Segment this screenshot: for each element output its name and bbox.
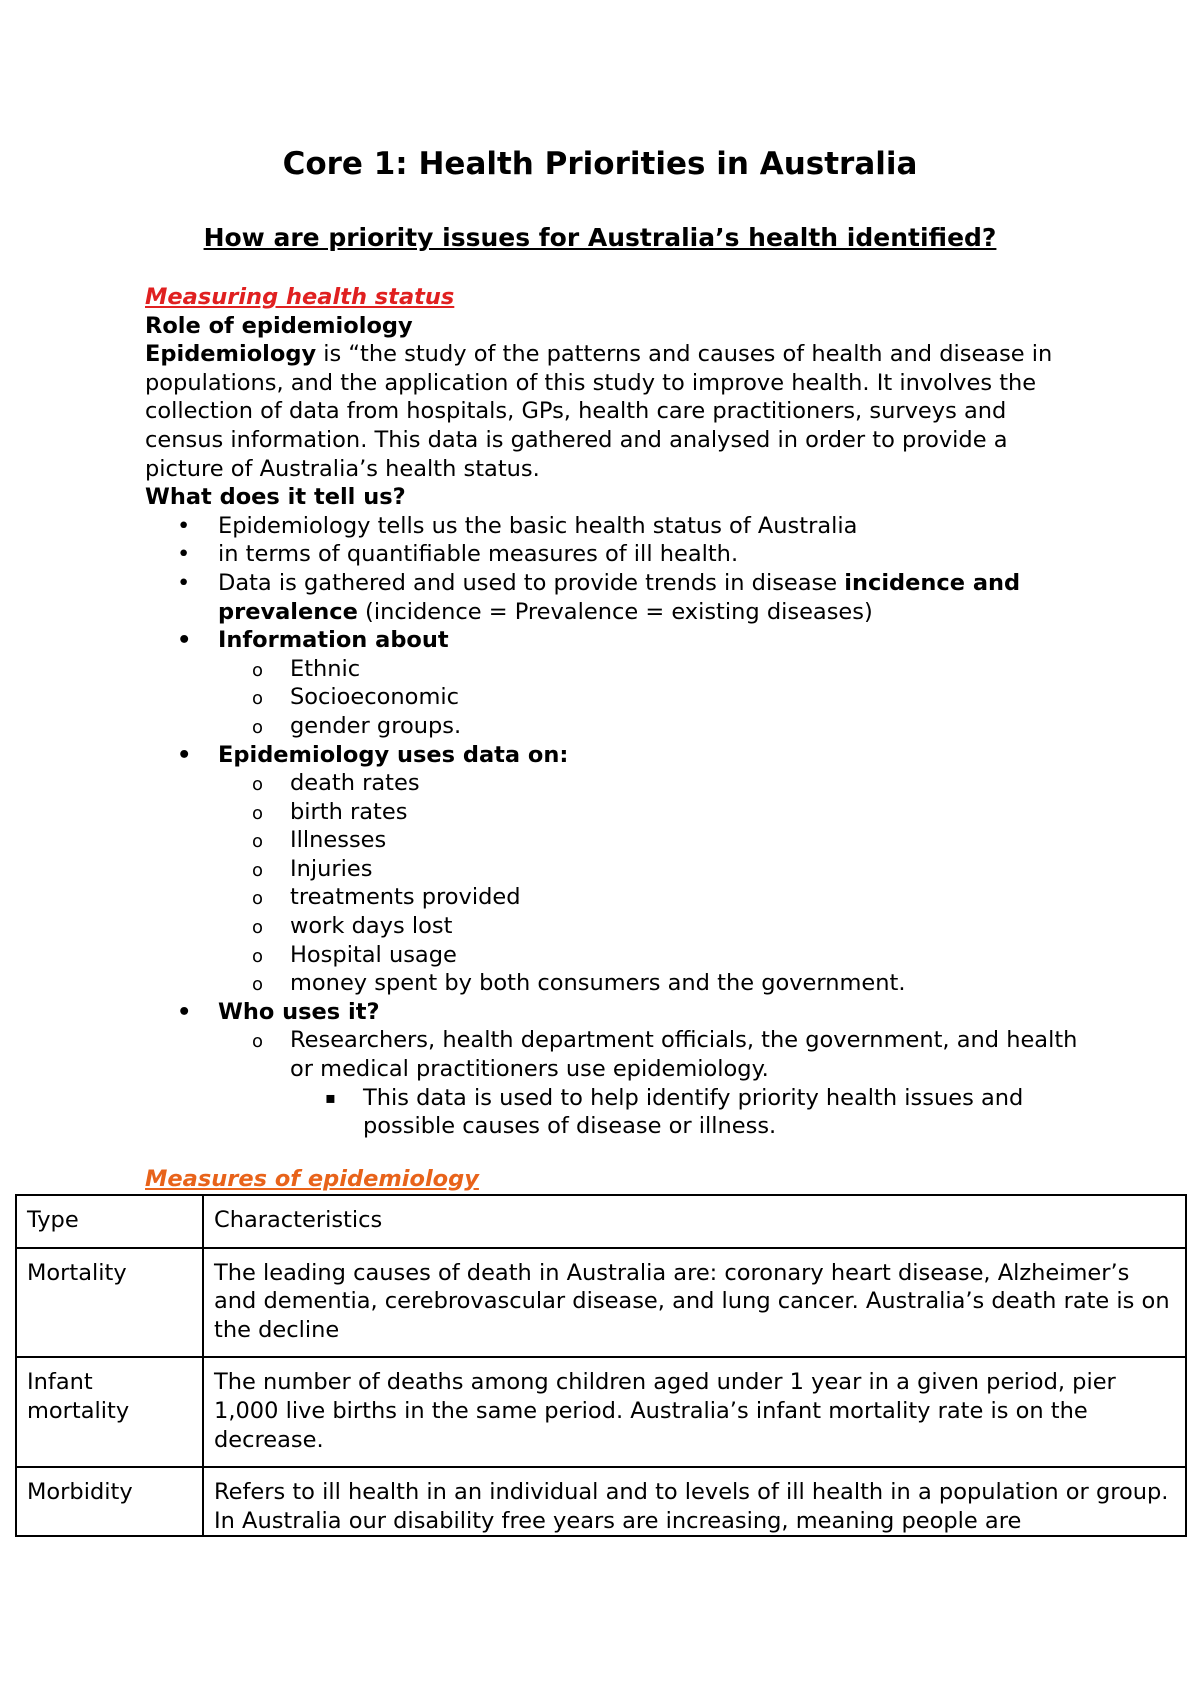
table-bottom-border xyxy=(15,1535,1187,1537)
circle-marker: o xyxy=(252,688,264,710)
list-item-text: treatments provided xyxy=(290,884,521,911)
list-item-text: Epidemiology tells us the basic health status of Australia xyxy=(218,512,858,539)
table-cell-type: Infant mortality xyxy=(16,1357,203,1467)
section-heading: Measuring health status xyxy=(145,284,455,310)
list-item xyxy=(145,998,1085,1027)
sub-list-item xyxy=(145,798,1085,827)
bullet-marker: • xyxy=(177,998,192,1025)
bullet-marker: • xyxy=(177,627,192,654)
bullet-list xyxy=(145,512,1085,1141)
sub-list-item xyxy=(145,1026,1085,1083)
page-title: Core 1: Health Priorities in Australia xyxy=(282,146,918,182)
table-header-row xyxy=(16,1195,1186,1248)
circle-marker: o xyxy=(252,888,264,910)
sub-list-item xyxy=(145,826,1085,855)
list-item xyxy=(145,626,1085,655)
circle-marker: o xyxy=(252,917,264,939)
list-item xyxy=(145,512,1085,541)
page-bottom-margin xyxy=(0,1536,1200,1696)
sub-list-item xyxy=(145,941,1085,970)
circle-marker: o xyxy=(252,774,264,796)
role-heading: Role of epidemiology xyxy=(145,312,413,339)
sub-list-item xyxy=(145,883,1085,912)
table-cell-type: Mortality xyxy=(16,1248,203,1358)
circle-marker: o xyxy=(252,859,264,881)
list-item xyxy=(145,540,1085,569)
list-item-text: death rates xyxy=(290,770,420,797)
body-content xyxy=(145,283,1085,1141)
circle-marker: o xyxy=(252,945,264,967)
list-item-text: Who uses it? xyxy=(218,998,380,1025)
definition-paragraph xyxy=(145,340,1085,483)
list-item-text: Injuries xyxy=(290,855,373,882)
table-row xyxy=(16,1248,1186,1358)
list-item-text: Data is gathered and used to provide trends in disease xyxy=(218,569,845,596)
list-item xyxy=(145,741,1085,770)
bullet-marker: • xyxy=(177,569,191,596)
circle-marker: o xyxy=(252,831,264,853)
table-row xyxy=(16,1357,1186,1467)
page-subtitle: How are priority issues for Australia’s health identified? xyxy=(203,223,997,252)
list-item-text: Illnesses xyxy=(290,827,387,854)
circle-marker: o xyxy=(252,802,264,824)
definition-term: Epidemiology xyxy=(145,341,317,368)
measures-heading: Measures of epidemiology xyxy=(145,1166,479,1192)
sub-list-item xyxy=(145,912,1085,941)
sub-list-item xyxy=(145,769,1085,798)
bullet-marker: • xyxy=(177,741,192,768)
sub-list-item xyxy=(145,969,1085,998)
list-item-text: Researchers, health department officials, the government, and health or medical practitioners use epidemiology. xyxy=(290,1027,1078,1083)
definition-text: is “the study of the patterns and causes of health and disease in populations, and the application of this study to improve health. It involves the collection of data from hospitals, GPs, health care practitioners, surveys and census information. This data is gathered and analysed in order to provide a picture of Australia’s health status. xyxy=(145,341,1053,482)
tell-heading: What does it tell us? xyxy=(145,484,406,511)
circle-marker: o xyxy=(252,716,264,738)
table-header-cell: Characteristics xyxy=(203,1195,1186,1248)
epidemiology-table xyxy=(15,1194,1187,1549)
list-item-text: This data is used to help identify priority health issues and possible causes of disease or illness. xyxy=(363,1084,1024,1140)
square-marker: ▪ xyxy=(325,1087,336,1107)
circle-marker: o xyxy=(252,659,264,681)
list-item-bold: incidence and prevalence xyxy=(218,569,1021,625)
list-item-text: Ethnic xyxy=(290,655,361,682)
list-item-text: Hospital usage xyxy=(290,941,457,968)
circle-marker: o xyxy=(252,1031,264,1053)
table-cell-type: Morbidity xyxy=(16,1467,203,1548)
table-header-cell: Type xyxy=(16,1195,203,1248)
list-item-text: gender groups. xyxy=(290,712,462,739)
table-cell-text: The leading causes of death in Australia are: coronary heart disease, Alzheimer’s and dementia, cerebrovascular disease, and lung cancer. Australia’s death rate is on the decline xyxy=(203,1248,1186,1358)
sub-list-item xyxy=(145,683,1085,712)
list-item-text: birth rates xyxy=(290,798,408,825)
table-cell-text: The number of deaths among children aged under 1 year in a given period, pier 1,000 live births in the same period. Australia’s infant mortality rate is on the decrease. xyxy=(203,1357,1186,1467)
sub-list-item xyxy=(145,712,1085,741)
sub-list-item xyxy=(145,855,1085,884)
circle-marker: o xyxy=(252,974,264,996)
list-item xyxy=(145,569,1085,626)
list-item-text: Information about xyxy=(218,627,449,654)
list-item-text: Socioeconomic xyxy=(290,684,459,711)
list-item-text: Epidemiology uses data on: xyxy=(218,741,569,768)
list-item-text: work days lost xyxy=(290,913,453,940)
table-cell-text: Refers to ill health in an individual and to levels of ill health in a population or group. In Australia our disability free years are increasing, meaning people are xyxy=(203,1467,1186,1548)
bullet-marker: • xyxy=(177,541,191,568)
list-item-text: (incidence = Prevalence = existing diseases) xyxy=(357,598,873,625)
sub-list-item xyxy=(145,655,1085,684)
sub-sub-list-item xyxy=(145,1084,1085,1141)
list-item-text: money spent by both consumers and the government. xyxy=(290,970,906,997)
list-item-text: in terms of quantifiable measures of ill health. xyxy=(218,541,739,568)
bullet-marker: • xyxy=(177,512,191,539)
